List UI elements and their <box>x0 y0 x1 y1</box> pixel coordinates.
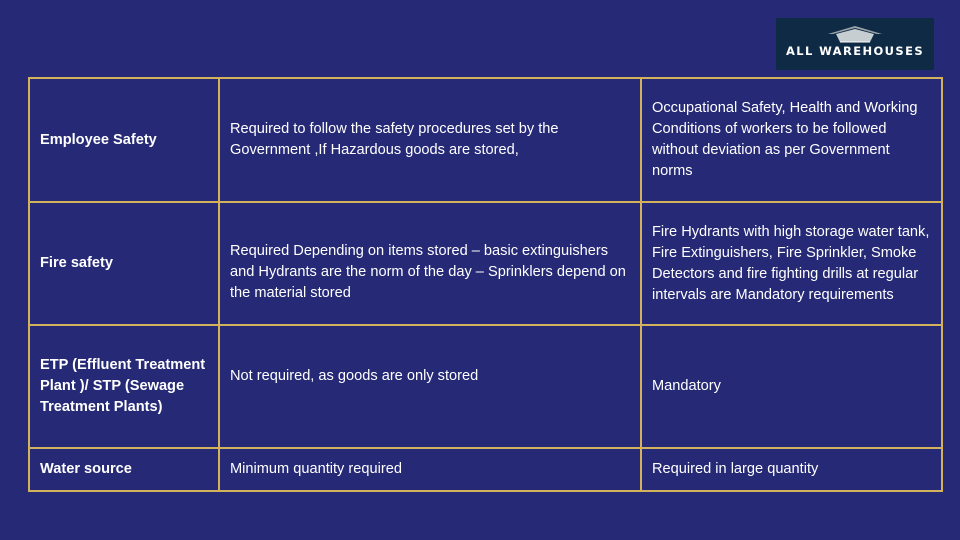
row-label: Employee Safety <box>29 78 219 202</box>
requirement-cell: Required to follow the safety procedures set by the Government ,If Hazardous goods are stored, <box>219 78 641 202</box>
row-label: Fire safety <box>29 202 219 325</box>
table-row <box>29 202 942 325</box>
requirement-cell: Required Depending on items stored – basic extinguishers and Hydrants are the norm of the day – Sprinklers depend on the material stored <box>219 202 641 325</box>
comparison-table <box>28 77 943 492</box>
table-row <box>29 448 942 491</box>
detail-cell: Mandatory <box>641 325 942 448</box>
detail-cell: Occupational Safety, Health and Working Conditions of workers to be followed without deviation as per Government norms <box>641 78 942 202</box>
company-logo <box>776 18 934 70</box>
logo-text: ALL WAREHOUSES <box>785 44 925 58</box>
row-label: Water source <box>29 448 219 491</box>
warehouse-roof-icon <box>822 24 888 44</box>
requirement-cell: Minimum quantity required <box>219 448 641 491</box>
row-label: ETP (Effluent Treatment Plant )/ STP (Sewage Treatment Plants) <box>29 325 219 448</box>
detail-cell: Fire Hydrants with high storage water tank, Fire Extinguishers, Fire Sprinkler, Smoke Detectors and fire fighting drills at regular intervals are Mandatory requirements <box>641 202 942 325</box>
table-row <box>29 78 942 202</box>
table-row <box>29 325 942 448</box>
requirement-cell: Not required, as goods are only stored <box>219 325 641 448</box>
detail-cell: Required in large quantity <box>641 448 942 491</box>
